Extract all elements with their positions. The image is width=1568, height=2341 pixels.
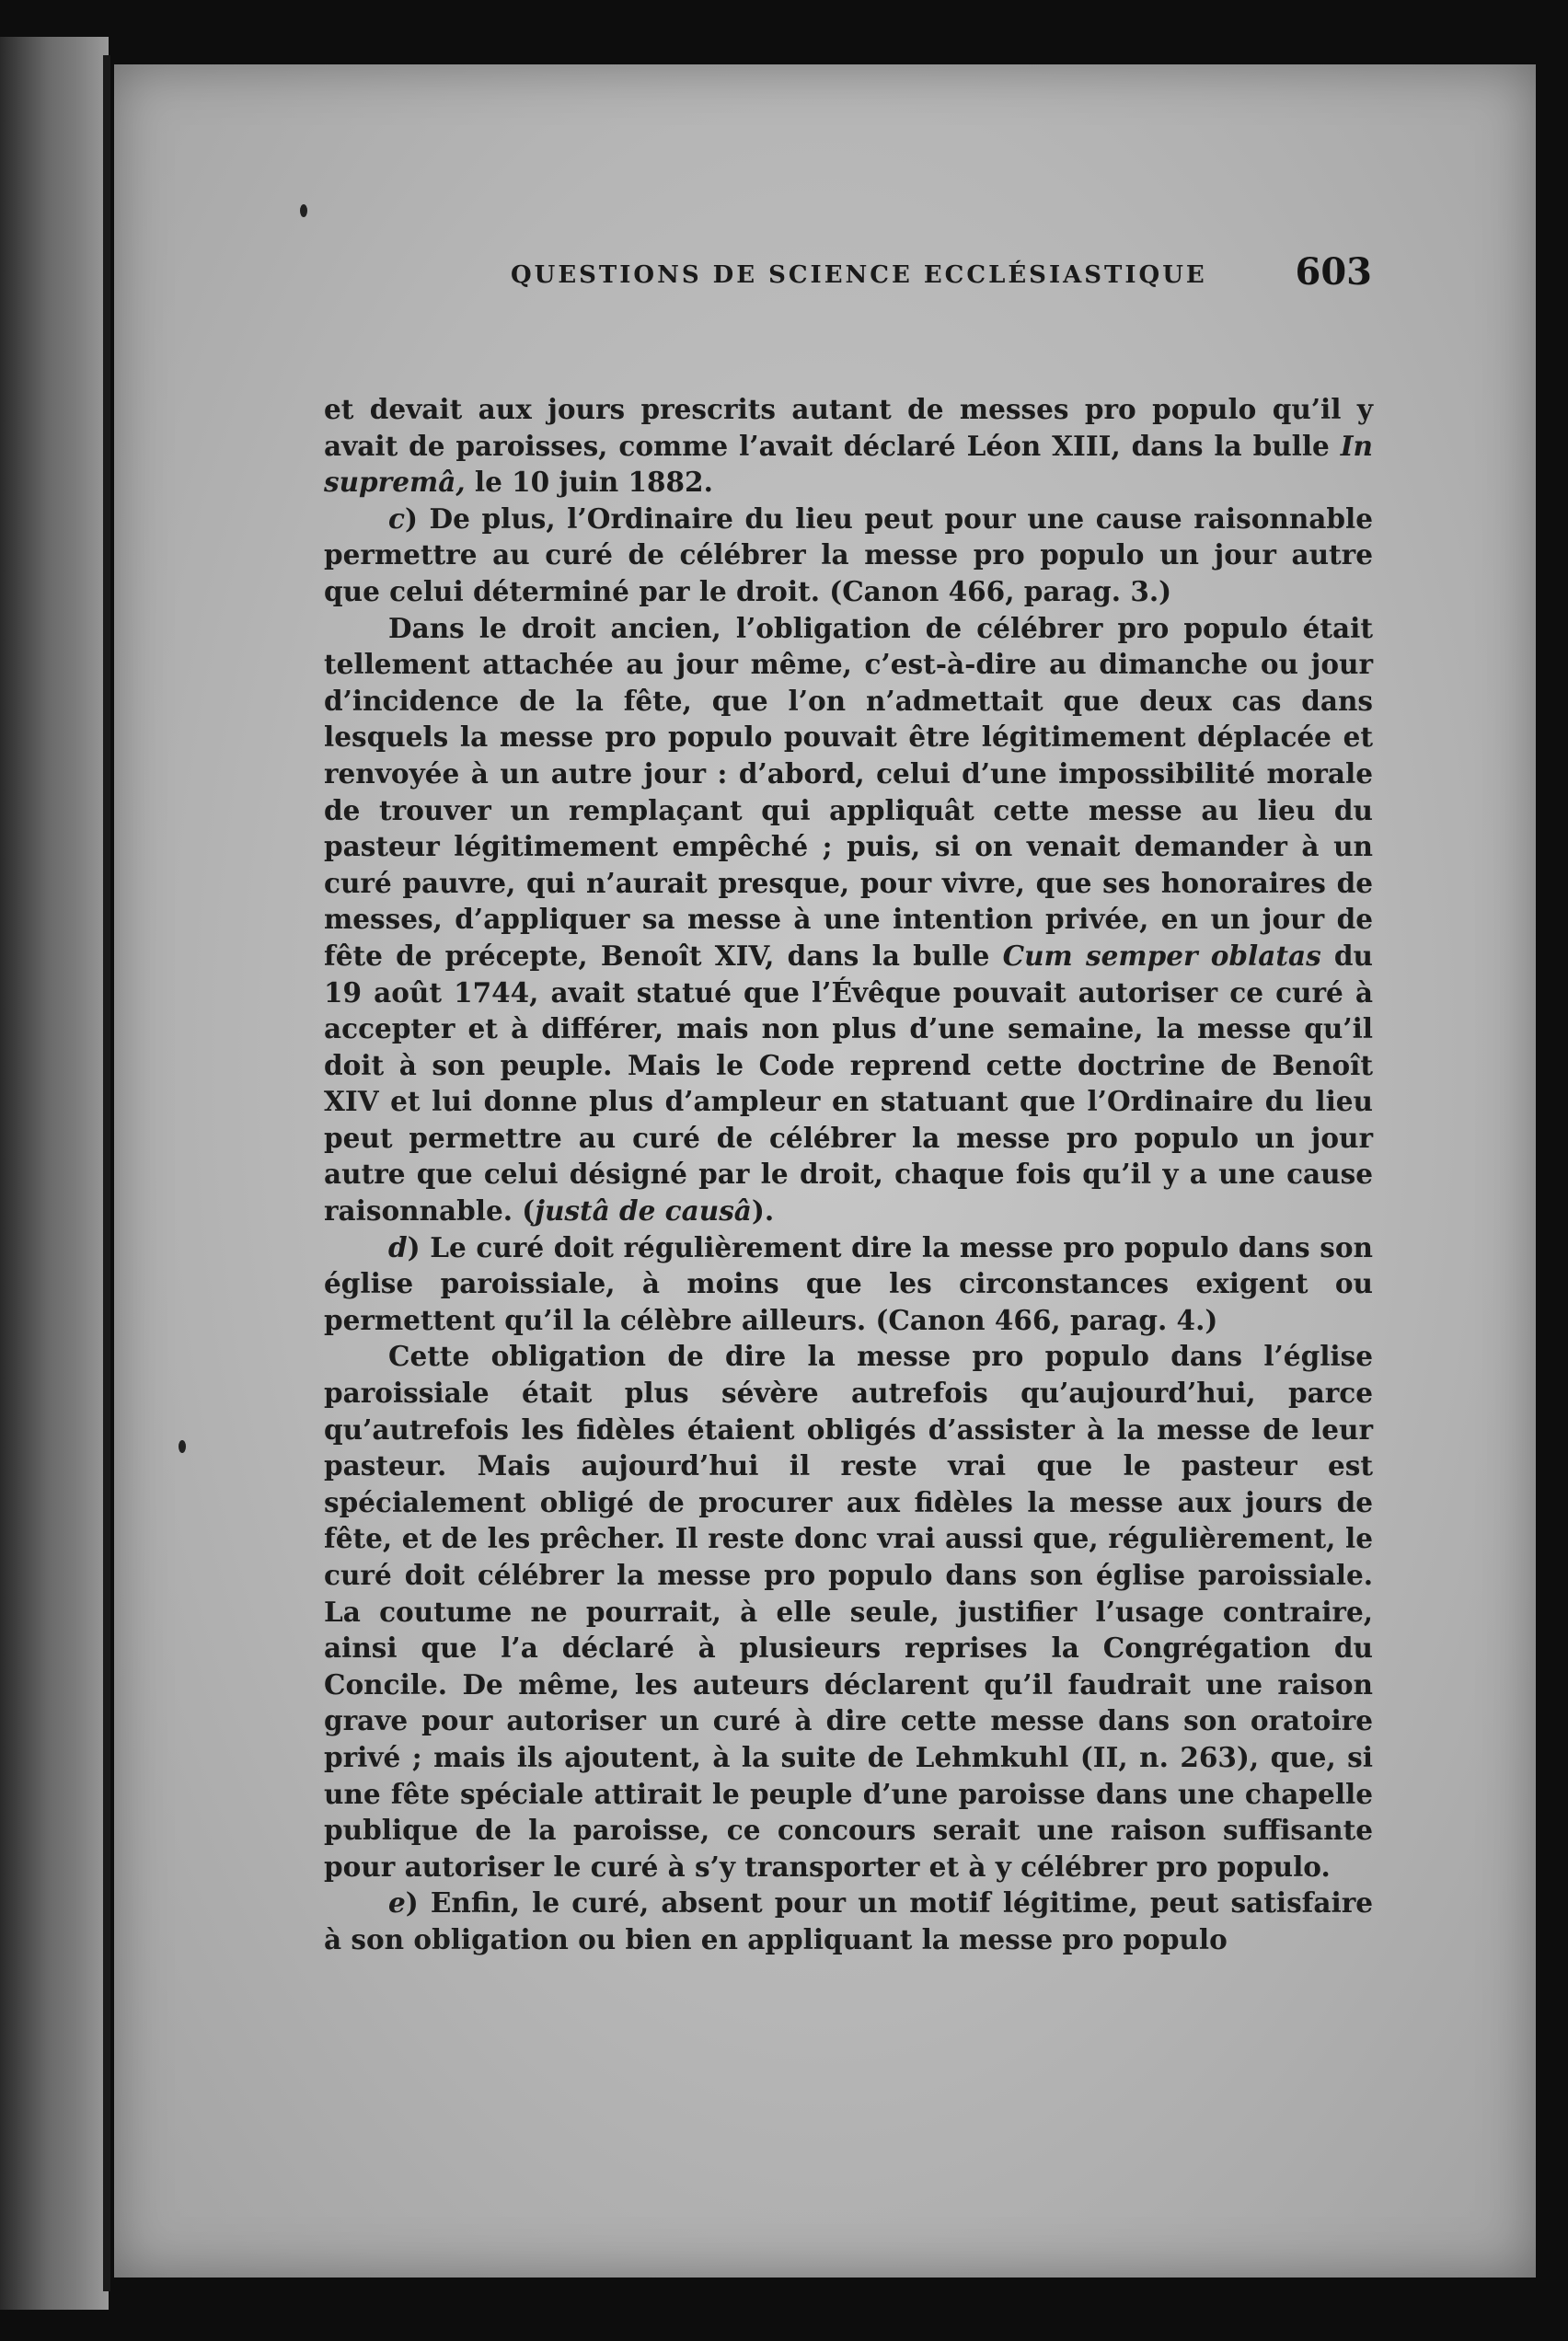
text-run: Dans le droit ancien, l’obligation de célébrer pro populo était tellement attachée au jour même, c’est-à-dire au dimanche ou jour d’incidence de la fête, que l’on n’admettait que deux cas dans lesquels la messe pro populo pouvait être légitimement déplacée et renvoyée à un autre jour : d’abord, celui d’une impossibilité morale de trouver un remplaçant qui appliquât cette messe au lieu du pasteur légitimement empêché ; puis, si on venait demander à un curé pauvre, qui n’aurait presque, pour vivre, que ses honoraires de messes, d’appliquer sa messe à une intention privée, en un jour de fête de précepte, Benoît XIV, dans la bulle bbox=[324, 611, 1373, 972]
running-head bbox=[389, 248, 1372, 304]
running-head-title: QUESTIONS DE SCIENCE ECCLÉSIASTIQUE bbox=[511, 261, 1207, 289]
italic-run: In supremâ, bbox=[324, 429, 1373, 499]
paragraph bbox=[324, 501, 1373, 610]
paragraph bbox=[324, 610, 1373, 1229]
text-run: ) Enfin, le curé, absent pour un motif légitime, peut satisfaire à son obligation ou bien en appliquant la messe pro populo bbox=[324, 1886, 1373, 1955]
dust-speck bbox=[179, 1440, 186, 1453]
paragraph bbox=[324, 1229, 1373, 1339]
italic-run: Cum semper oblatas bbox=[1002, 939, 1321, 972]
text-run: ) Le curé doit régulièrement dire la messe pro populo dans son église paroissiale, à moins que les circonstances exigent ou permettent qu’il la célèbre ailleurs. (Canon 466, parag. 4.) bbox=[324, 1230, 1373, 1336]
paragraph bbox=[324, 391, 1373, 501]
page-number: 603 bbox=[1295, 250, 1372, 294]
text-run: Cette obligation de dire la messe pro populo dans l’église paroissiale était plus sévère autrefois qu’aujourd’hui, parce qu’autrefois les fidèles étaient obligés d’assister à la messe de leur pasteur. Mais aujourd’hui il reste vrai que le pasteur est spécialement obligé de procurer aux fidèles la messe aux jours de fête, et de les prêcher. Il reste donc vrai aussi que, régulièrement, le curé doit célébrer la messe pro populo dans son église paroissiale. La coutume ne pourrait, à elle seule, justifier l’usage contraire, ainsi que l’a déclaré à plusieurs reprises la Congrégation du Concile. De même, les auteurs déclarent qu’il faudrait une raison grave pour autoriser un curé à dire cette messe dans son oratoire privé ; mais ils ajoutent, à la suite de Lehmkuhl (II, n. 263), que, si une fête spéciale attirait le peuple d’une paroisse dans une chapelle publique de la paroisse, ce concours serait une raison suffisante pour autoriser le curé à s’y transporter et à y célébrer pro populo. bbox=[324, 1340, 1373, 1883]
dust-speck bbox=[300, 204, 307, 217]
text-run: du 19 août 1744, avait statué que l’Évêque pouvait autoriser ce curé à accepter et à différer, mais non plus d’une semaine, la messe qu’il doit à son peuple. Mais le Code reprend cette doctrine de Benoît XIV et lui donne plus d’ampleur en statuant que l’Ordinaire du lieu peut permettre au curé de célébrer la messe pro populo un jour autre que celui désigné par le droit, chaque fois qu’il y a une cause raisonnable. ( bbox=[324, 939, 1373, 1228]
italic-run: e bbox=[388, 1886, 406, 1920]
text-run: ) De plus, l’Ordinaire du lieu peut pour une cause raisonnable permettre au curé de célébrer la messe pro populo un jour autre que celui déterminé par le droit. (Canon 466, parag. 3.) bbox=[324, 502, 1373, 607]
page-gutter-shadow bbox=[103, 55, 110, 2291]
text-run: ). bbox=[751, 1194, 775, 1228]
paragraph bbox=[324, 1338, 1373, 1885]
italic-run: justâ de causâ bbox=[535, 1194, 752, 1228]
italic-run: d bbox=[388, 1230, 408, 1263]
text-run: et devait aux jours prescrits autant de messes pro populo qu’il y avait de paroisses, comme l’avait déclaré Léon XIII, dans la bulle bbox=[324, 393, 1373, 462]
body-text bbox=[324, 391, 1373, 1958]
italic-run: c bbox=[388, 502, 405, 535]
paragraph bbox=[324, 1885, 1373, 1957]
text-run: le 10 juin 1882. bbox=[465, 466, 713, 499]
adjacent-page-edge bbox=[0, 37, 109, 2310]
